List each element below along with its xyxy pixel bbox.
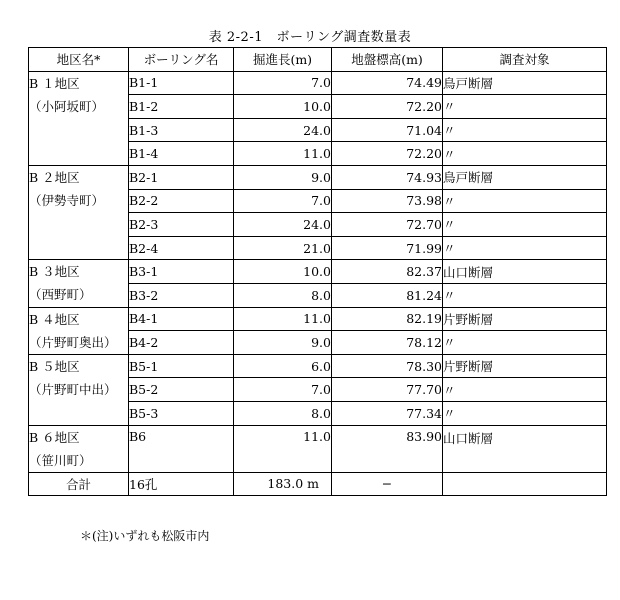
length-cell: 10.0 bbox=[234, 260, 332, 284]
elevation-cell: 74.93 bbox=[332, 165, 443, 189]
district-name: B ３地区 bbox=[29, 264, 80, 280]
district-cell bbox=[29, 260, 129, 307]
target-cell: 〃 bbox=[443, 283, 607, 307]
district-name: B ４地区 bbox=[29, 311, 80, 327]
boring-name-cell: B4-1 bbox=[129, 307, 234, 331]
boring-name-cell: B2-1 bbox=[129, 165, 234, 189]
district-name: B ５地区 bbox=[29, 358, 80, 374]
elevation-cell: 71.04 bbox=[332, 118, 443, 142]
elevation-cell: 74.49 bbox=[332, 71, 443, 95]
table-row bbox=[29, 165, 607, 189]
boring-survey-table bbox=[28, 47, 607, 496]
length-cell: 21.0 bbox=[234, 236, 332, 260]
elevation-cell: 71.99 bbox=[332, 236, 443, 260]
elevation-cell: 82.37 bbox=[332, 260, 443, 284]
district-cell bbox=[29, 165, 129, 259]
district-place: （笹川町） bbox=[29, 452, 92, 468]
header-target: 調査対象 bbox=[443, 48, 607, 72]
length-cell: 7.0 bbox=[234, 71, 332, 95]
boring-name-cell: B5-1 bbox=[129, 354, 234, 378]
length-cell: 24.0 bbox=[234, 213, 332, 237]
total-target bbox=[443, 472, 607, 496]
district-place: （片野町奥出） bbox=[29, 334, 117, 350]
table-title: 表 2-2-1 ボーリング調査数量表 bbox=[208, 30, 412, 45]
target-cell: 〃 bbox=[443, 378, 607, 402]
district-cell bbox=[29, 425, 129, 472]
boring-name-cell: B1-1 bbox=[129, 71, 234, 95]
boring-name-cell: B1-2 bbox=[129, 95, 234, 119]
total-count: 16孔 bbox=[129, 472, 234, 496]
boring-name-cell: B1-3 bbox=[129, 118, 234, 142]
boring-name-cell: B1-4 bbox=[129, 142, 234, 166]
elevation-cell: 77.70 bbox=[332, 378, 443, 402]
table-row bbox=[29, 307, 607, 331]
district-place: （小阿坂町） bbox=[29, 98, 105, 114]
header-boring-name: ボーリング名 bbox=[129, 48, 234, 72]
header-row bbox=[29, 48, 607, 72]
length-cell: 7.0 bbox=[234, 189, 332, 213]
boring-name-cell: B5-2 bbox=[129, 378, 234, 402]
boring-name-cell: B3-1 bbox=[129, 260, 234, 284]
table-row bbox=[29, 71, 607, 95]
elevation-cell: 73.98 bbox=[332, 189, 443, 213]
header-length: 掘進長(m) bbox=[234, 48, 332, 72]
elevation-cell: 78.12 bbox=[332, 331, 443, 355]
elevation-cell: 78.30 bbox=[332, 354, 443, 378]
district-name: B １地区 bbox=[29, 75, 80, 91]
elevation-cell: 82.19 bbox=[332, 307, 443, 331]
target-cell: 山口断層 bbox=[443, 260, 607, 284]
district-place: （西野町） bbox=[29, 287, 92, 303]
elevation-cell: 72.70 bbox=[332, 213, 443, 237]
total-row bbox=[29, 472, 607, 496]
length-cell: 10.0 bbox=[234, 95, 332, 119]
length-cell: 11.0 bbox=[234, 142, 332, 166]
district-cell bbox=[29, 354, 129, 425]
target-cell: 鳥戸断層 bbox=[443, 71, 607, 95]
target-cell: 〃 bbox=[443, 236, 607, 260]
district-cell bbox=[29, 71, 129, 165]
district-place: （伊勢寺町） bbox=[29, 192, 105, 208]
table-row bbox=[29, 354, 607, 378]
target-cell: 〃 bbox=[443, 213, 607, 237]
total-length: 183.0 m bbox=[234, 472, 332, 496]
header-elevation: 地盤標高(m) bbox=[332, 48, 443, 72]
footnote: ＊(注)いずれも松阪市内 bbox=[80, 529, 210, 543]
target-cell: 〃 bbox=[443, 142, 607, 166]
length-cell: 8.0 bbox=[234, 401, 332, 425]
total-label: 合計 bbox=[29, 472, 129, 496]
length-cell: 6.0 bbox=[234, 354, 332, 378]
boring-name-cell: B2-3 bbox=[129, 213, 234, 237]
length-cell: 9.0 bbox=[234, 331, 332, 355]
target-cell: 〃 bbox=[443, 118, 607, 142]
elevation-cell: 72.20 bbox=[332, 142, 443, 166]
boring-name-cell: B3-2 bbox=[129, 283, 234, 307]
length-cell: 7.0 bbox=[234, 378, 332, 402]
length-cell: 24.0 bbox=[234, 118, 332, 142]
header-district: 地区名* bbox=[29, 48, 129, 72]
district-place: （片野町中出） bbox=[29, 381, 117, 397]
target-cell: 〃 bbox=[443, 331, 607, 355]
boring-name-cell: B6 bbox=[129, 425, 234, 472]
length-cell: 8.0 bbox=[234, 283, 332, 307]
district-cell bbox=[29, 307, 129, 354]
target-cell: 片野断層 bbox=[443, 307, 607, 331]
target-cell: 〃 bbox=[443, 401, 607, 425]
district-name: B ６地区 bbox=[29, 429, 80, 445]
length-cell: 11.0 bbox=[234, 425, 332, 472]
boring-name-cell: B5-3 bbox=[129, 401, 234, 425]
boring-name-cell: B2-4 bbox=[129, 236, 234, 260]
target-cell: 〃 bbox=[443, 189, 607, 213]
elevation-cell: 72.20 bbox=[332, 95, 443, 119]
length-cell: 9.0 bbox=[234, 165, 332, 189]
boring-name-cell: B2-2 bbox=[129, 189, 234, 213]
total-elevation: − bbox=[332, 472, 443, 496]
boring-name-cell: B4-2 bbox=[129, 331, 234, 355]
elevation-cell: 83.90 bbox=[332, 425, 443, 472]
target-cell: 〃 bbox=[443, 95, 607, 119]
target-cell: 山口断層 bbox=[443, 425, 607, 472]
district-name: B ２地区 bbox=[29, 169, 80, 185]
elevation-cell: 77.34 bbox=[332, 401, 443, 425]
table-row bbox=[29, 260, 607, 284]
target-cell: 片野断層 bbox=[443, 354, 607, 378]
target-cell: 鳥戸断層 bbox=[443, 165, 607, 189]
elevation-cell: 81.24 bbox=[332, 283, 443, 307]
length-cell: 11.0 bbox=[234, 307, 332, 331]
